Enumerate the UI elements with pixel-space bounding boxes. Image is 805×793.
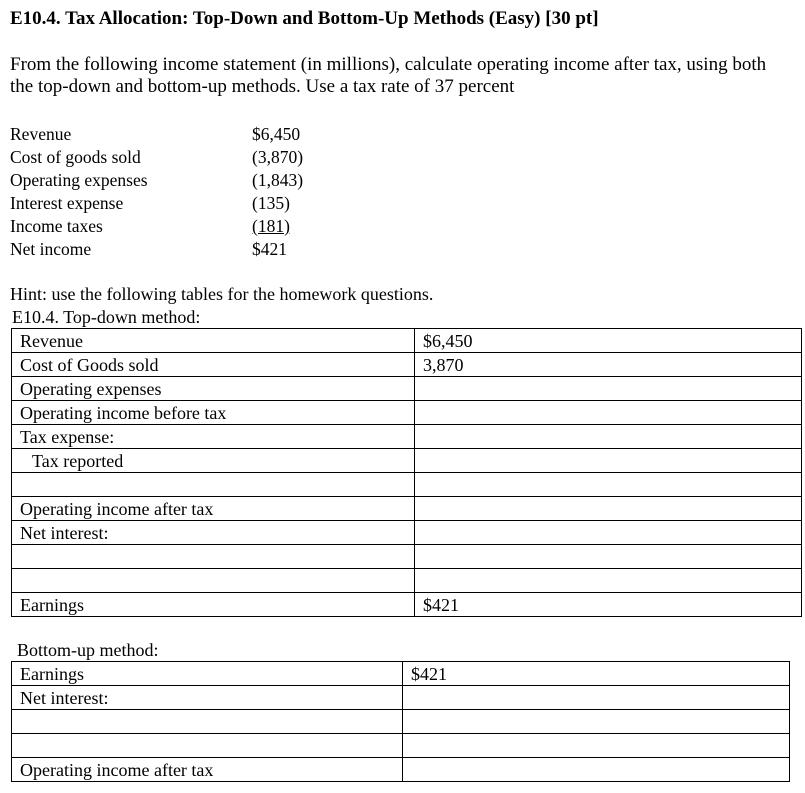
is-label-opex: Operating expenses xyxy=(10,170,148,190)
row-label: Operating income after tax xyxy=(12,497,415,521)
table-row xyxy=(12,521,802,545)
table-row xyxy=(12,758,790,782)
row-label: Revenue xyxy=(12,329,415,353)
table-row xyxy=(12,473,802,497)
row-value[interactable] xyxy=(415,521,802,545)
row-value[interactable] xyxy=(403,734,790,758)
row-label: Earnings xyxy=(12,593,415,617)
bottomup-table xyxy=(11,661,790,782)
row-label: Operating income before tax xyxy=(12,401,415,425)
row-value[interactable] xyxy=(415,377,802,401)
row-value[interactable] xyxy=(403,710,790,734)
row-value[interactable] xyxy=(415,449,802,473)
row-label xyxy=(12,545,415,569)
row-label: Tax reported xyxy=(12,449,415,473)
is-label-taxes: Income taxes xyxy=(10,216,103,236)
table-row xyxy=(12,662,790,686)
row-label: Cost of Goods sold xyxy=(12,353,415,377)
row-value[interactable] xyxy=(403,758,790,782)
row-label xyxy=(12,734,403,758)
row-value[interactable] xyxy=(415,545,802,569)
table-row xyxy=(12,497,802,521)
table-row xyxy=(12,545,802,569)
is-value-revenue: $6,450 xyxy=(252,124,301,144)
table-row xyxy=(12,710,790,734)
is-value-interest: (135) xyxy=(252,193,290,213)
row-label: Tax expense: xyxy=(12,425,415,449)
topdown-table xyxy=(11,328,802,617)
is-label-revenue: Revenue xyxy=(10,124,72,144)
row-value[interactable] xyxy=(415,473,802,497)
is-value-opex: (1,843) xyxy=(252,170,304,190)
table-row xyxy=(12,329,802,353)
is-label-interest: Interest expense xyxy=(10,193,124,213)
table-row xyxy=(12,734,790,758)
exercise-instructions: From the following income statement (in millions), calculate operating income after tax, using both the top-down and bottom-up methods. Use a tax rate of 37 percent xyxy=(10,54,767,97)
row-value[interactable] xyxy=(403,686,790,710)
hint-text: Hint: use the following tables for the homework questions. xyxy=(10,284,434,304)
table-row xyxy=(12,401,802,425)
row-label: Earnings xyxy=(12,662,403,686)
row-label xyxy=(12,569,415,593)
row-label: Operating expenses xyxy=(12,377,415,401)
is-value-taxes: (181) xyxy=(252,216,290,236)
is-value-net-income: $421 xyxy=(252,239,287,259)
row-label xyxy=(12,473,415,497)
row-value[interactable] xyxy=(415,569,802,593)
row-value[interactable]: $6,450 xyxy=(415,329,802,353)
row-value[interactable] xyxy=(415,425,802,449)
row-value[interactable]: 3,870 xyxy=(415,353,802,377)
table-row xyxy=(12,686,790,710)
exercise-title: E10.4. Tax Allocation: Top-Down and Bottom-Up Methods (Easy) [30 pt] xyxy=(10,8,599,29)
table-row xyxy=(12,425,802,449)
table-row xyxy=(12,449,802,473)
row-value[interactable] xyxy=(415,401,802,425)
bottomup-heading: Bottom-up method: xyxy=(17,640,159,660)
table-row xyxy=(12,353,802,377)
table-row xyxy=(12,569,802,593)
is-label-net-income: Net income xyxy=(10,239,92,259)
topdown-heading: E10.4. Top-down method: xyxy=(12,307,201,327)
row-label: Net interest: xyxy=(12,686,403,710)
row-value[interactable]: $421 xyxy=(415,593,802,617)
row-label: Operating income after tax xyxy=(12,758,403,782)
row-value[interactable]: $421 xyxy=(403,662,790,686)
row-value[interactable] xyxy=(415,497,802,521)
is-label-cogs: Cost of goods sold xyxy=(10,147,141,167)
is-value-cogs: (3,870) xyxy=(252,147,304,167)
table-row xyxy=(12,377,802,401)
table-row xyxy=(12,593,802,617)
row-label xyxy=(12,710,403,734)
row-label: Net interest: xyxy=(12,521,415,545)
